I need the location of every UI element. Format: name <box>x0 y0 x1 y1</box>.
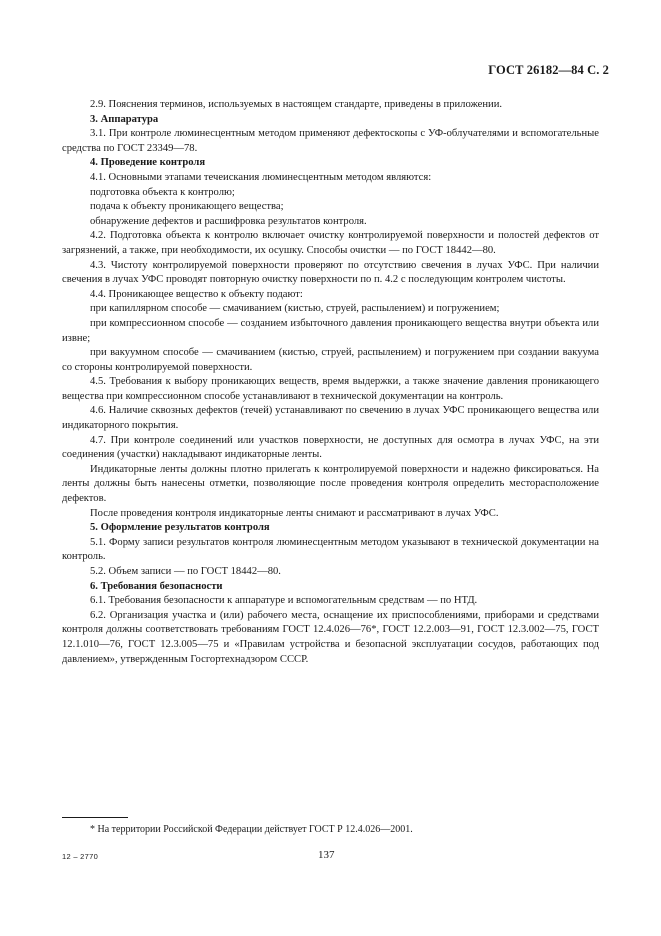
paragraph: 3.1. При контроле люминесцентным методом применяют дефектоскопы с УФ-облучателями и вспомогательные средства по ГОСТ 23349—78. <box>62 128 599 154</box>
paragraph: при компрессионном способе — созданием избыточного давления проникающего вещества внутри объекта или извне; <box>62 317 599 344</box>
footnote-rule <box>62 817 128 818</box>
paragraph: 4.1. Основными этапами течеискания люминесцентным методом являются: <box>90 171 432 183</box>
paragraph: 4.7. При контроле соединений или участков поверхности, не доступных для осмотра в лучах УФС, на эти соединения (участки) накладывают индикаторные ленты. <box>62 434 599 461</box>
section-heading: 3. Аппаратура <box>90 113 159 125</box>
paragraph: 4.5. Требования к выбору проникающих веществ, время выдержки, а также значение давления проникающего вещества при компрессионном способе устанавливают в технической документации на контроль. <box>62 376 599 402</box>
paragraph: 5.1. Форму записи результатов контроля люминесцентным методом указывают в технической документации на контроль. <box>62 536 599 563</box>
paragraph: 6.1. Требования безопасности к аппаратуре и вспомогательным средствам — по НТД. <box>90 595 478 607</box>
paragraph: 5.2. Объем записи — по ГОСТ 18442—80. <box>90 566 281 577</box>
section-heading: 6. Требования безопасности <box>90 580 223 592</box>
paragraph: 6.2. Организация участка и (или) рабочего места, оснащение их приспособлениями, приборами и средствами контроля должны соответствовать требованиям ГОСТ 12.4.026—76*, ГОСТ 12.2.003—91, ГОСТ 12.3.002—75, ГОСТ 12.1.010—76, ГОСТ 12.3.005—75 и «Правилам устройства и безопасной эксплуатации сосудов, работающих под давлением», утвержденным Госгортехнадзором СССР. <box>62 609 599 665</box>
paragraph: подготовка объекта к контролю; <box>90 186 235 198</box>
paragraph: 4.2. Подготовка объекта к контролю включает очистку контролируемой поверхности и полостей дефектов от загрязнений, а также, при необходимости, их осушку. Способы очистки — по ГОСТ 18442—80. <box>62 230 599 256</box>
paragraph: при капиллярном способе — смачиванием (кистью, струей, распылением) и погружением; <box>90 303 500 315</box>
paragraph: 4.4. Проникающее вещество к объекту подают: <box>90 288 303 300</box>
paragraph: Индикаторные ленты должны плотно прилегать к контролируемой поверхности и надежно фиксироваться. На ленты должны быть нанесены отметки, позволяющие после проведения контроля определить месторасположение дефектов. <box>62 463 599 505</box>
document-body <box>62 98 599 667</box>
paragraph: 4.6. Наличие сквозных дефектов (течей) устанавливают по свечению в лучах УФС проникающего вещества или индикаторного покрытия. <box>62 405 599 432</box>
footnote: * На территории Российской Федерации действует ГОСТ Р 12.4.026—2001. <box>90 824 413 835</box>
page-number: 137 <box>318 849 335 861</box>
paragraph: 2.9. Пояснения терминов, используемых в настоящем стандарте, приведены в приложении. <box>90 99 503 110</box>
paragraph: 4.3. Чистоту контролируемой поверхности проверяют по отсутствию свечения в лучах УФС. При наличии свечения в лучах УФС проводят повторную очистку поверхности по п. 4.2 с последующим контролем чистоты. <box>62 259 599 286</box>
section-heading: 5. Оформление результатов контроля <box>90 522 270 534</box>
paragraph: После проведения контроля индикаторные ленты снимают и рассматривают в лучах УФС. <box>90 507 499 519</box>
print-code: 12 – 2770 <box>62 852 99 861</box>
page-header: ГОСТ 26182—84 С. 2 <box>488 63 609 77</box>
paragraph: при вакуумном способе — смачиванием (кистью, струей, распылением) и погружением при создании вакуума со стороны контролируемой поверхности. <box>62 347 599 373</box>
paragraph: обнаружение дефектов и расшифровка результатов контроля. <box>90 215 367 227</box>
paragraph: подача к объекту проникающего вещества; <box>90 201 284 213</box>
section-heading: 4. Проведение контроля <box>90 157 206 169</box>
